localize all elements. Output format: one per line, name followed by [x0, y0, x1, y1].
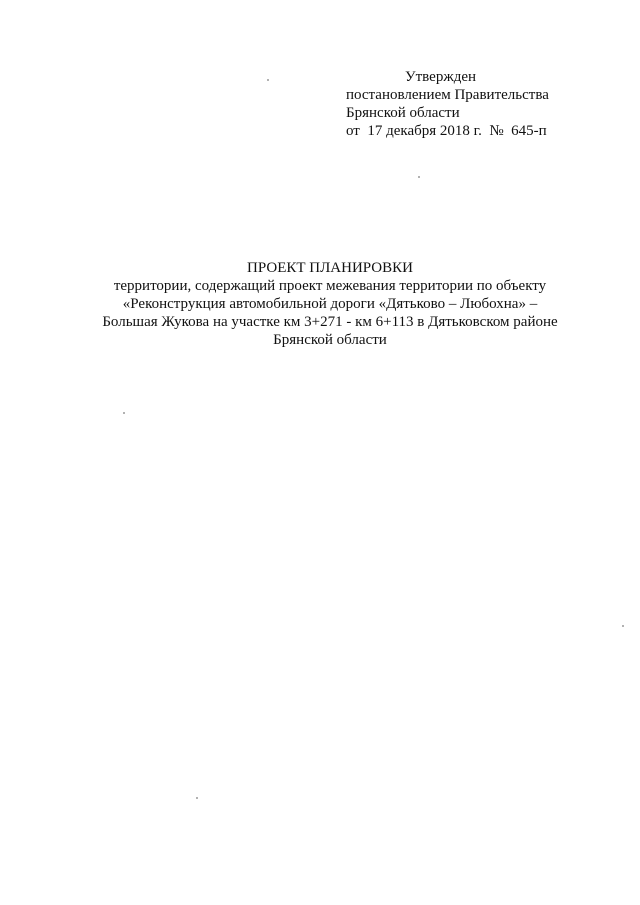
project-subtitle-line-1: территории, содержащий проект межевания территории по объекту [113, 278, 547, 294]
scan-speck [418, 176, 420, 178]
approval-heading: Утвержден [405, 69, 477, 85]
scan-speck [622, 625, 624, 627]
project-subtitle-line-4: Брянской области [273, 332, 387, 348]
project-subtitle-line-2: «Реконструкция автомобильной дороги «Дятьково – Любохна» – [122, 296, 538, 312]
approval-line-3: от 17 декабря 2018 г. № 645-п [346, 123, 547, 139]
scan-speck [123, 412, 125, 414]
scan-speck [267, 79, 269, 81]
project-title: ПРОЕКТ ПЛАНИРОВКИ [247, 260, 413, 276]
scan-speck [196, 797, 198, 799]
project-title-block [80, 259, 580, 349]
approval-stamp [346, 68, 606, 140]
approval-line-1: постановлением Правительства [346, 87, 549, 103]
approval-line-2: Брянской области [346, 105, 460, 121]
project-subtitle-line-3: Большая Жукова на участке км 3+271 - км 6+113 в Дятьковском районе [102, 314, 558, 330]
